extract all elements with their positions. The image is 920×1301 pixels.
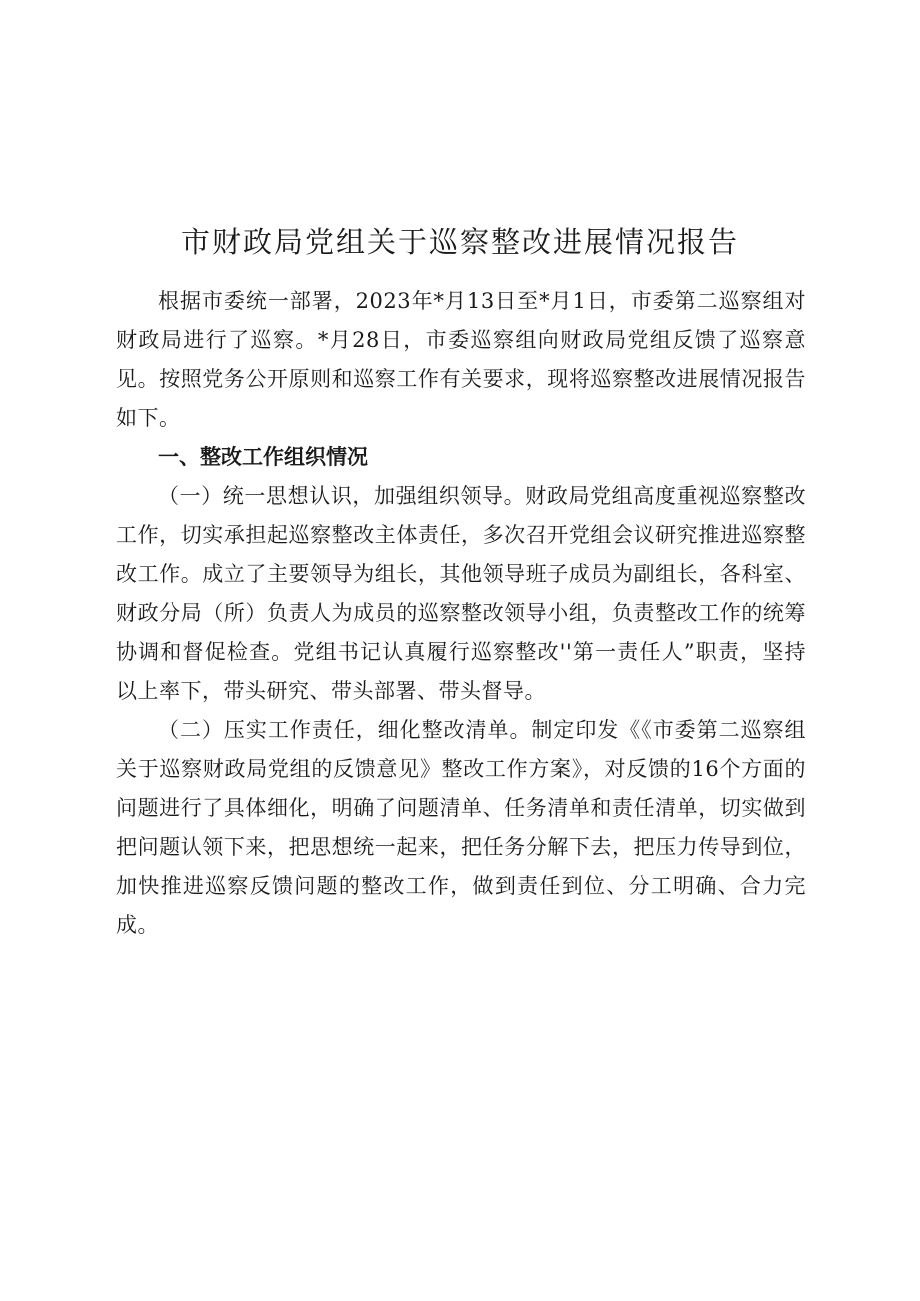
intro-paragraph: 根据市委统一部署，2023年*月13日至*月1日，市委第二巡察组对财政局进行了巡察。*月28日，市委巡察组向财政局党组反馈了巡察意见。按照党务公开原则和巡察工作有关要求，现将巡察整改进展情况报告如下。 [116, 289, 806, 430]
document-body [116, 282, 806, 945]
section-heading-1: 一、整改工作组织情况 [158, 445, 368, 469]
paragraph-2: （二）压实工作责任，细化整改清单。制定印发《《市委第二巡察组关于巡察财政局党组的反馈意见》整改工作方案》，对反馈的16个方面的问题进行了具体细化，明确了问题清单、任务清单和责任清单，切实做到把问题认领下来，把思想统一起来，把任务分解下去，把压力传导到位，加快推进巡察反馈问题的整改工作，做到责任到位、分工明确、合力完成。 [116, 718, 806, 937]
document-title: 市财政局党组关于巡察整改进展情况报告 [180, 225, 739, 259]
paragraph-1: （一）统一思想认识，加强组织领导。财政局党组高度重视巡察整改工作，切实承担起巡察整改主体责任，多次召开党组会议研究推进巡察整改工作。成立了主要领导为组长，其他领导班子成员为副组长，各科室、财政分局（所）负责人为成员的巡察整改领导小组，负责整改工作的统筹协调和督促检查。党组书记认真履行巡察整改''第一责任人”职责，坚持以上率下，带头研究、带头部署、带头督导。 [116, 484, 806, 703]
